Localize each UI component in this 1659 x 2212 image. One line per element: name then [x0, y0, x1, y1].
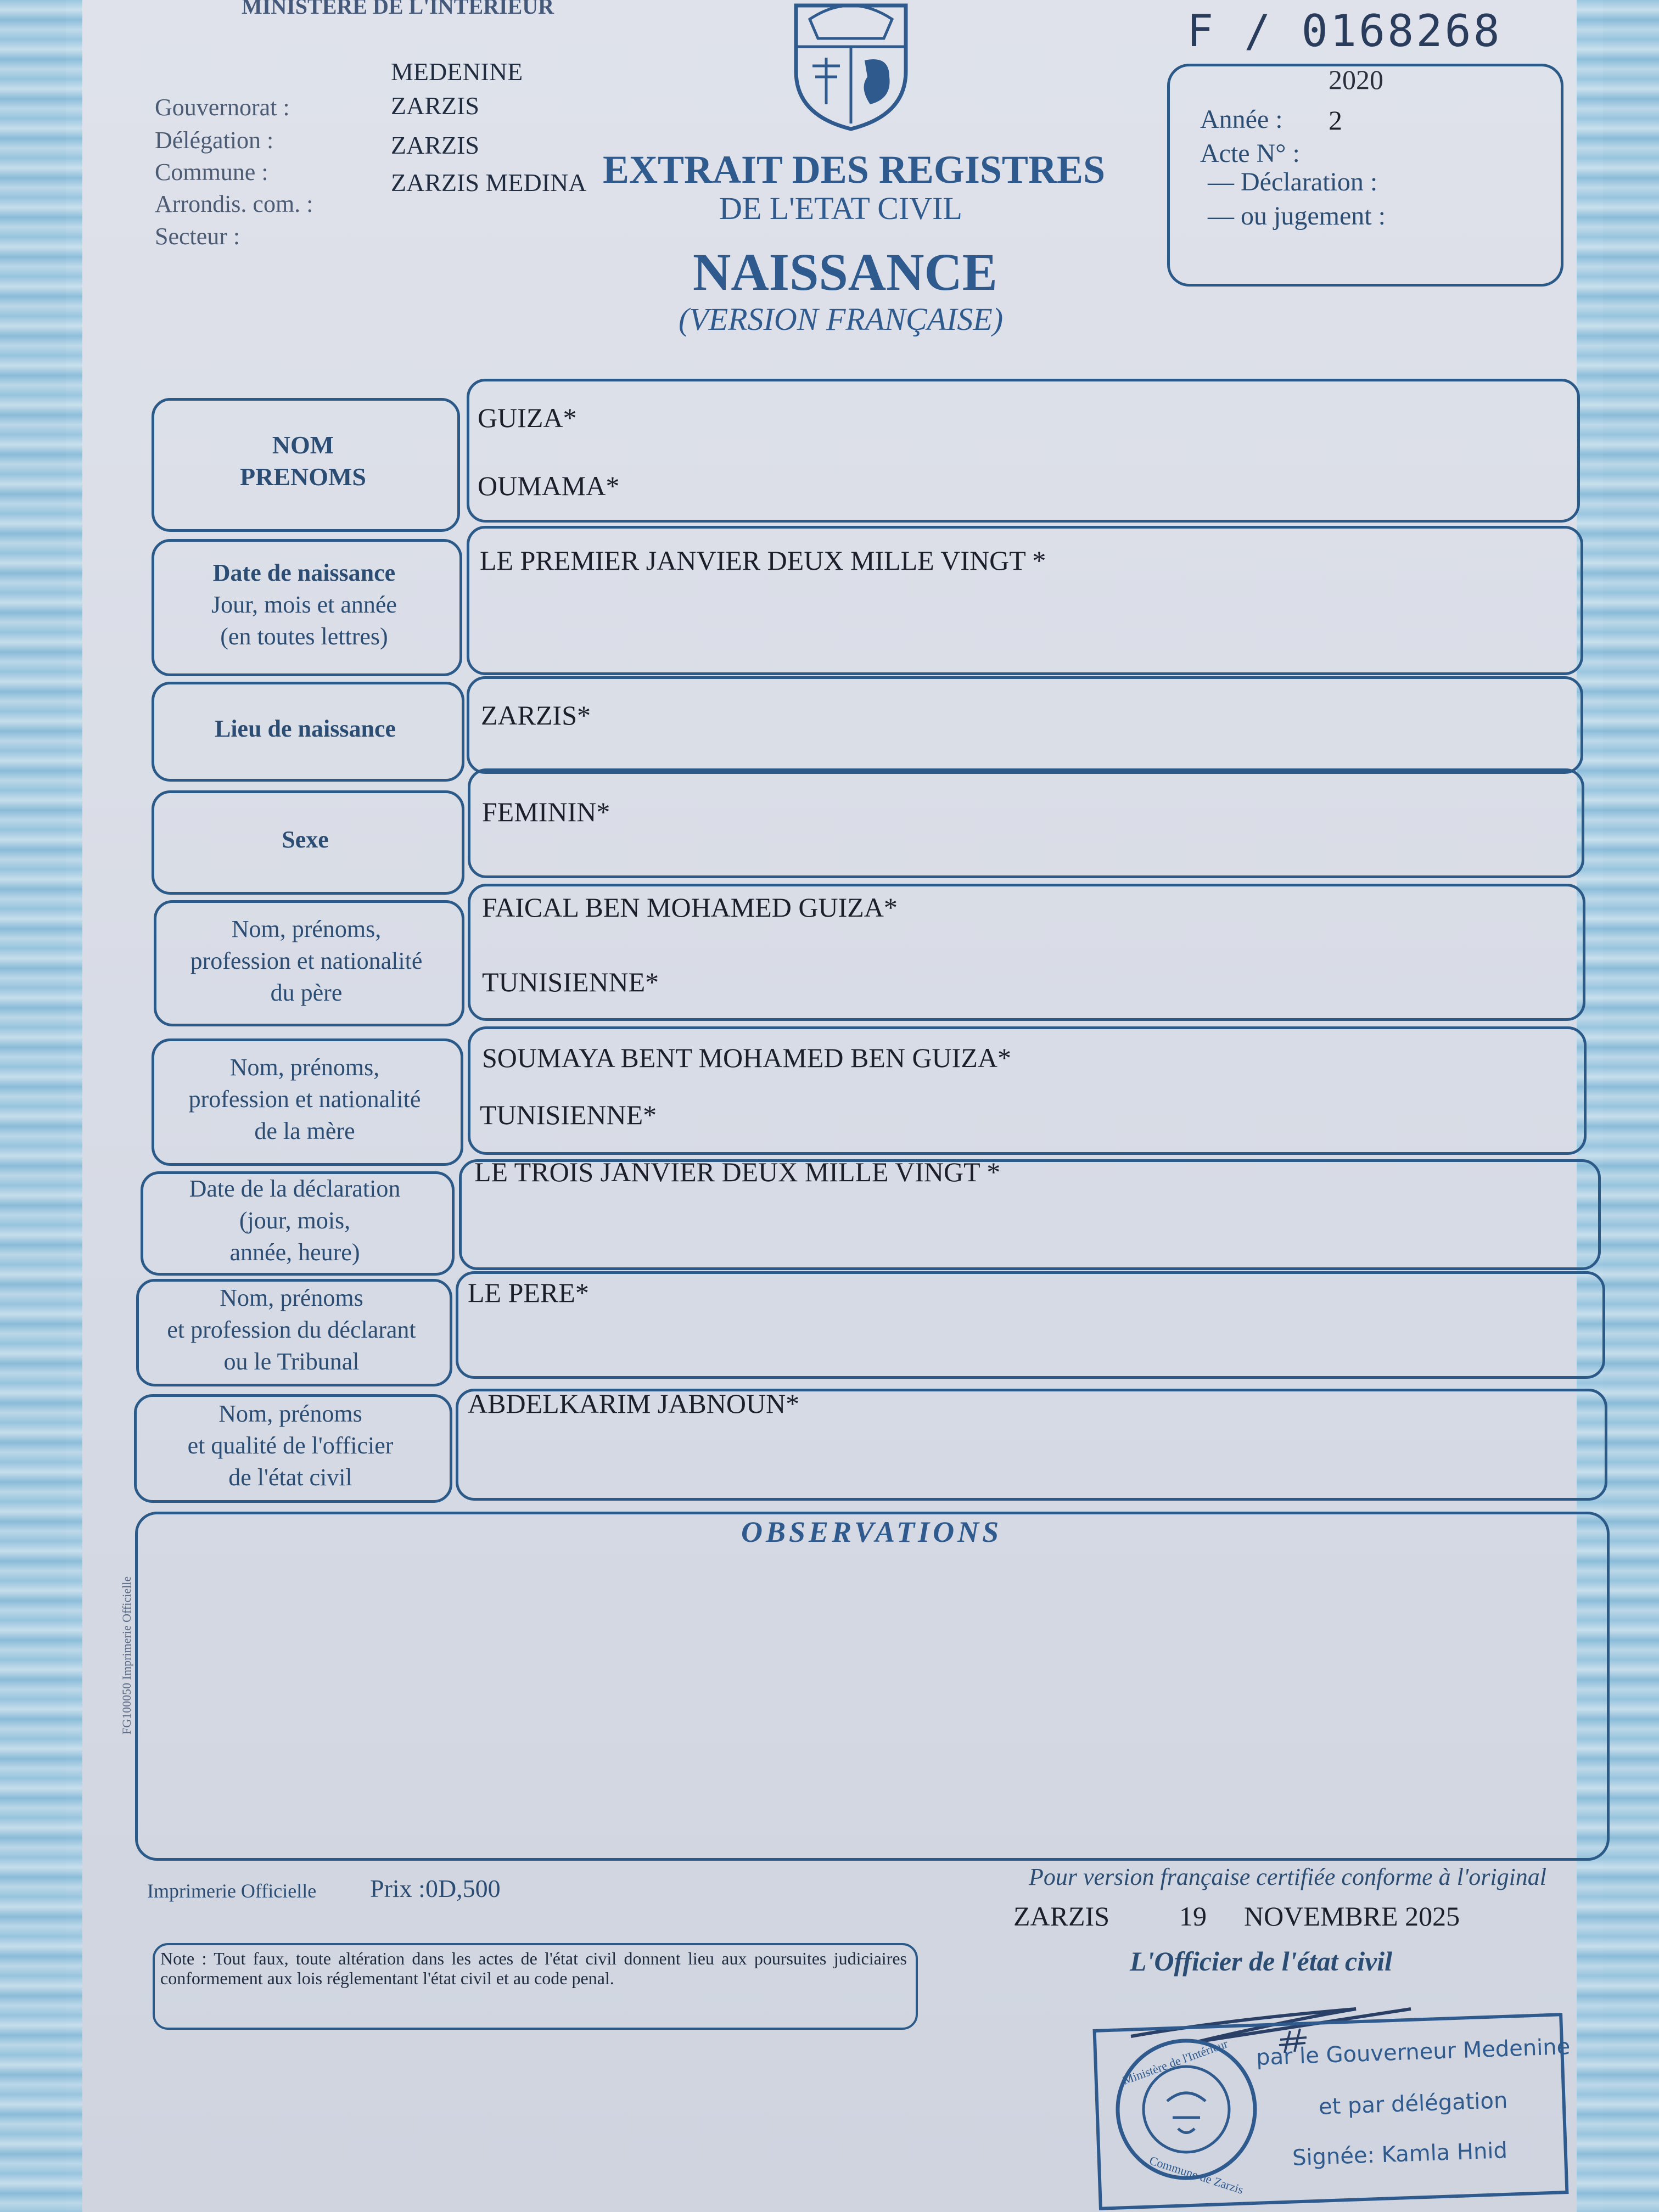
- date-naissance-label: [152, 551, 457, 659]
- nom-value-box: [467, 379, 1580, 523]
- pere-label: [154, 909, 459, 1013]
- date-day-value: 19: [1179, 1901, 1207, 1932]
- gouvernorat-label: Gouvernorat :: [155, 94, 290, 121]
- stamp-line3: Signée: Kamla Hnid: [1292, 2138, 1508, 2171]
- observations-title: OBSERVATIONS: [741, 1515, 1002, 1548]
- seal-text-top: Ministère de l'Intérieur: [1120, 2036, 1230, 2087]
- serial-number: F / 0168268: [1187, 5, 1502, 57]
- arrondis-label: Arrondis. com. :: [155, 190, 313, 217]
- commune-value: ZARZIS: [391, 131, 479, 159]
- extract-subtitle: DE L'ETAT CIVIL: [719, 190, 962, 226]
- lieu-value-box: [467, 676, 1583, 774]
- nom-prenoms-label: [152, 417, 455, 505]
- declarant-value-box: [456, 1271, 1605, 1379]
- pere-value-nationality: TUNISIENNE*: [482, 967, 659, 997]
- declaration-label: — Déclaration :: [1208, 167, 1378, 197]
- stamp-line2: et par délégation: [1318, 2088, 1509, 2120]
- mere-label: [152, 1046, 458, 1153]
- mere-value-name: SOUMAYA BENT MOHAMED BEN GUIZA*: [482, 1042, 1011, 1073]
- declaration-label-line2: (jour, mois,: [239, 1207, 351, 1234]
- prenoms-label: PRENOMS: [240, 463, 366, 491]
- lieu-label: Lieu de naissance: [214, 715, 396, 742]
- year-stamp: 2020: [1329, 64, 1383, 95]
- decorative-border-left: [0, 0, 82, 2212]
- declaration-date-value: LE TROIS JANVIER DEUX MILLE VINGT *: [474, 1156, 1001, 1187]
- officier-value: ABDELKARIM JABNOUN*: [468, 1388, 800, 1419]
- officier-label-line1: Nom, prénoms: [218, 1400, 362, 1427]
- officer-title: L'Officier de l'état civil: [1130, 1946, 1393, 1977]
- officier-label: [134, 1397, 447, 1494]
- mere-label-line2: profession et nationalité: [188, 1086, 421, 1113]
- date-naissance-label-sub2: (en toutes lettres): [220, 623, 388, 650]
- document-type-title: NAISSANCE: [693, 243, 997, 301]
- observations-box: [135, 1512, 1610, 1861]
- annee-label: Année :: [1200, 105, 1283, 134]
- lieu-value: ZARZIS*: [481, 700, 591, 731]
- certified-text: Pour version française certifiée conforme à l'original: [1029, 1863, 1547, 1890]
- pere-label-line3: du père: [270, 979, 343, 1006]
- stamp-line1: par le Gouverneur Medenine: [1256, 2034, 1571, 2070]
- sexe-value-box: [468, 768, 1584, 878]
- mere-label-line3: de la mère: [254, 1118, 355, 1144]
- declarant-value: LE PERE*: [468, 1277, 589, 1308]
- commune-label: Commune :: [155, 159, 268, 186]
- extract-title: EXTRAIT DES REGISTRES: [603, 148, 1106, 192]
- sexe-label: Sexe: [282, 826, 329, 853]
- secteur-label: Secteur :: [155, 223, 240, 250]
- mere-label-line1: Nom, prénoms,: [229, 1054, 380, 1081]
- sexe-value: FEMININ*: [482, 796, 610, 827]
- side-print-code: FG100050 Imprimerie Officielle: [120, 1576, 133, 1734]
- nom-value: GUIZA*: [478, 402, 577, 433]
- annee-value: 2: [1329, 105, 1342, 136]
- officier-label-line3: de l'état civil: [228, 1464, 352, 1491]
- declarant-label-line2: et profession du déclarant: [167, 1316, 416, 1343]
- delegation-label: Délégation :: [155, 127, 274, 154]
- nom-label: NOM: [272, 431, 334, 459]
- prix-label: Prix :0D,500: [370, 1874, 501, 1902]
- declaration-date-label: [141, 1172, 449, 1269]
- pere-label-line2: profession et nationalité: [190, 947, 423, 974]
- arrondis-value: ZARZIS MEDINA: [391, 169, 587, 197]
- declaration-label-line1: Date de la déclaration: [189, 1175, 401, 1202]
- place-value: ZARZIS: [1013, 1901, 1109, 1932]
- jugement-label: — ou jugement :: [1208, 201, 1386, 231]
- pere-value-name: FAICAL BEN MOHAMED GUIZA*: [482, 892, 898, 923]
- declarant-label: [136, 1282, 447, 1378]
- date-naissance-label-title: Date de naissance: [212, 559, 396, 586]
- seal-text-bottom: Commune de Zarzis: [1147, 2153, 1246, 2197]
- tunisia-emblem-icon: [788, 0, 914, 132]
- imprimerie-label: Imprimerie Officielle: [147, 1880, 317, 1902]
- declarant-label-line3: ou le Tribunal: [223, 1348, 360, 1375]
- declaration-label-line3: année, heure): [229, 1239, 360, 1266]
- pere-label-line1: Nom, prénoms,: [231, 916, 382, 942]
- ministry-title: MINISTERE DE L'INTERIEUR: [242, 0, 554, 19]
- decorative-border-right: [1577, 0, 1659, 2212]
- officier-label-line2: et qualité de l'officier: [187, 1432, 394, 1459]
- date-month-year-value: NOVEMBRE 2025: [1244, 1901, 1460, 1932]
- declarant-label-line1: Nom, prénoms: [220, 1284, 363, 1311]
- prenoms-value: OUMAMA*: [478, 470, 620, 501]
- gouvernorat-value: MEDENINE: [391, 58, 523, 86]
- acte-label: Acte N° :: [1200, 139, 1300, 168]
- date-naissance-value: LE PREMIER JANVIER DEUX MILLE VINGT *: [480, 545, 1046, 576]
- delegation-value: ZARZIS: [391, 92, 479, 120]
- mere-value-nationality: TUNISIENNE*: [480, 1099, 657, 1130]
- date-naissance-label-sub1: Jour, mois et année: [211, 591, 397, 618]
- legal-note-text: Note : Tout faux, toute altération dans les actes de l'état civil donnent lieu aux poursuites judiciaires conformement aux lois réglementant l'état civil et au code penal.: [160, 1949, 907, 1988]
- version-subtitle: (VERSION FRANÇAISE): [679, 301, 1004, 337]
